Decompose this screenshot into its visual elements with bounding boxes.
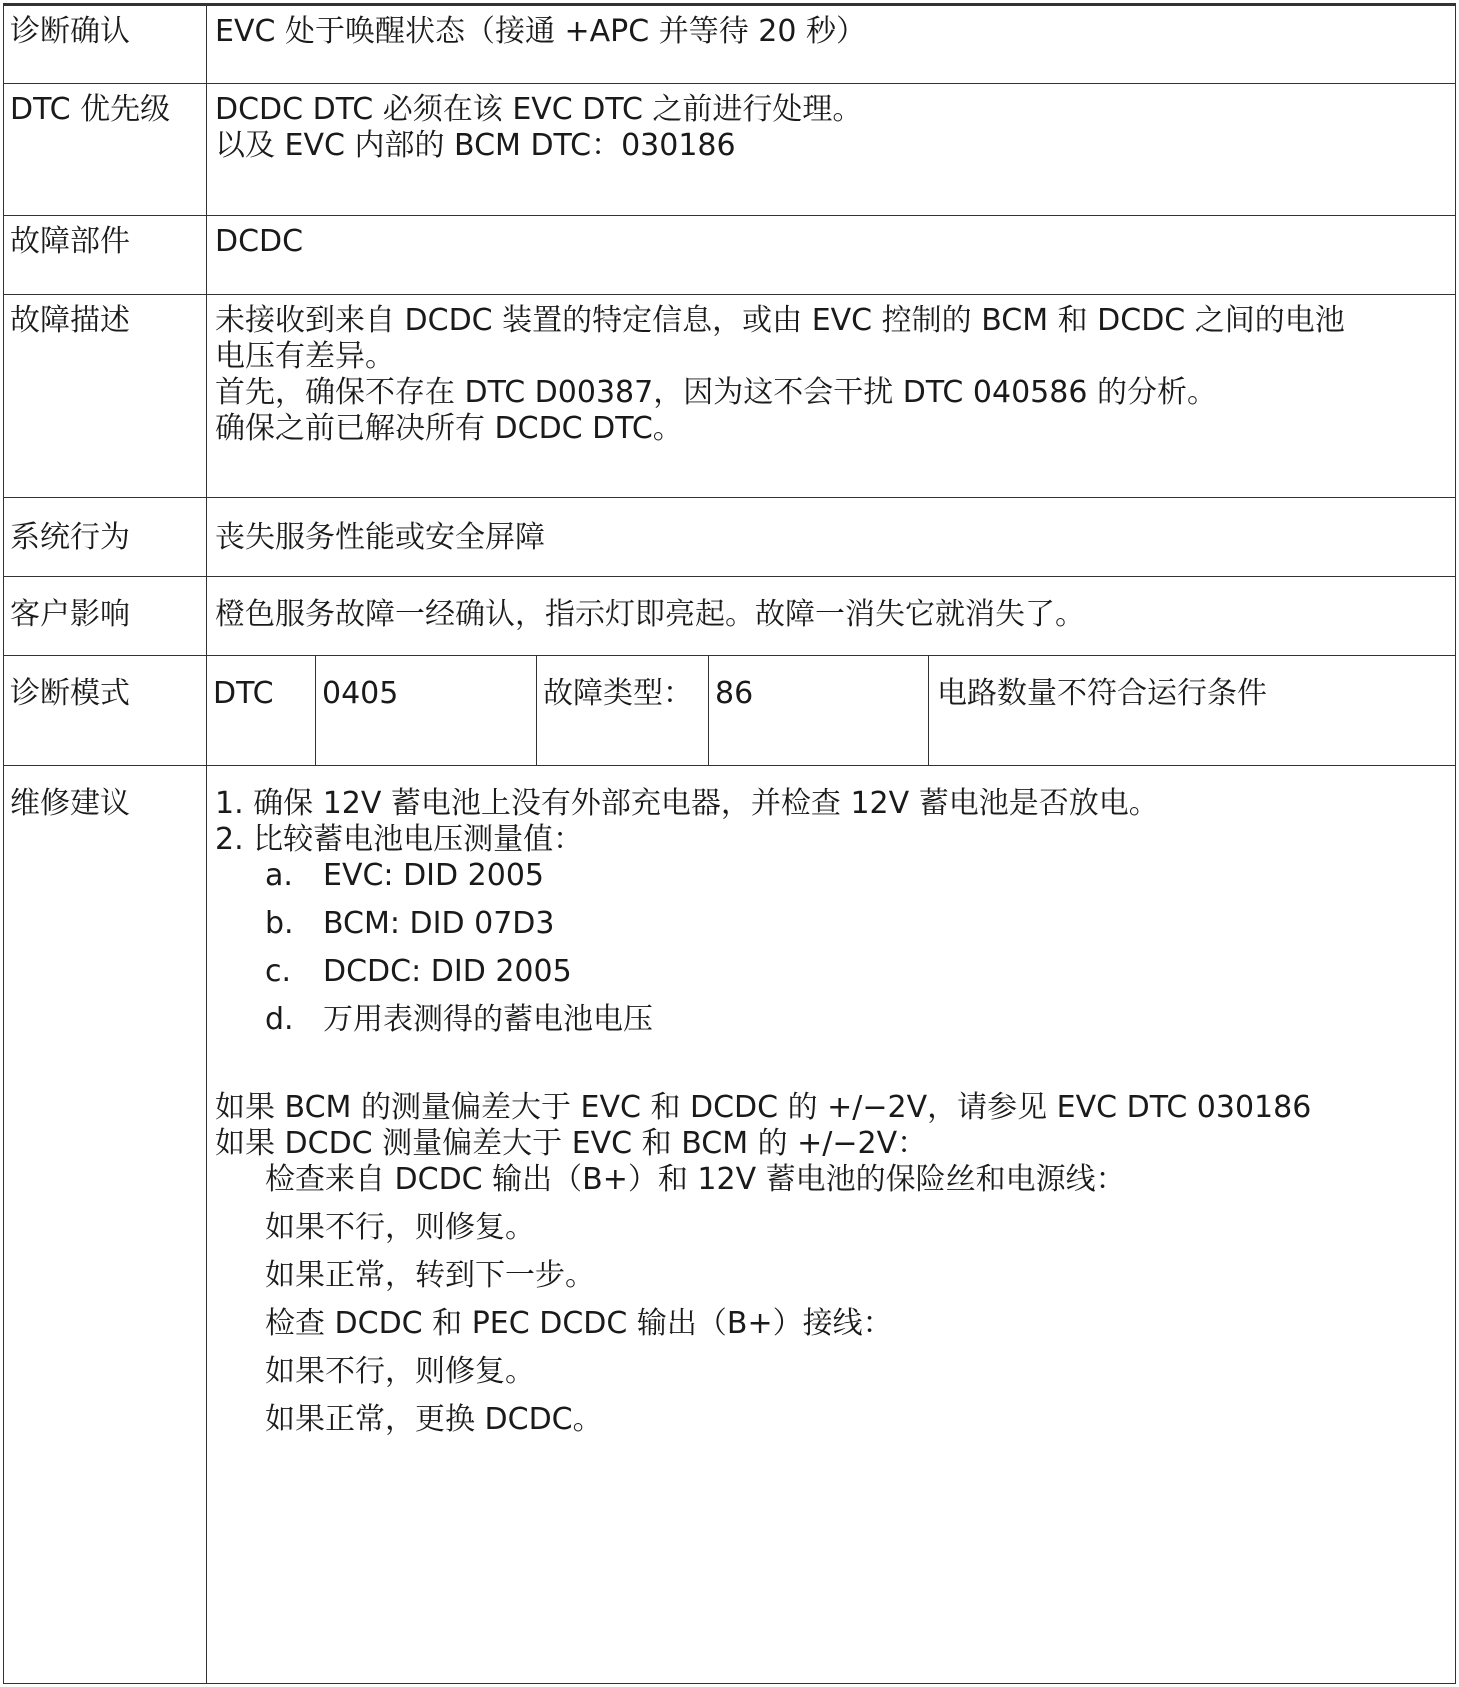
list-marker: c.	[265, 954, 292, 989]
value-part: DCDC	[207, 216, 1456, 295]
label-repair: 维修建议	[4, 766, 207, 1684]
list-text: EVC: DID 2005	[323, 858, 545, 893]
fault-type-label: 故障类型：	[537, 656, 709, 766]
description-line: 确保之前已解决所有 DCDC DTC。	[215, 411, 683, 446]
fault-description: 电路数量不符合运行条件	[929, 656, 1456, 766]
repair-action: 如果不行，则修复。	[265, 1210, 535, 1245]
value-confirm: EVC 处于唤醒状态（接通 +APC 并等待 20 秒）	[207, 5, 1456, 84]
list-marker: a.	[265, 858, 293, 893]
repair-action: 如果正常，更换 DCDC。	[265, 1402, 603, 1437]
repair-action: 检查 DCDC 和 PEC DCDC 输出（B+）接线：	[265, 1306, 893, 1341]
row-impact	[4, 577, 1456, 656]
description-line: 未接收到来自 DCDC 装置的特定信息，或由 EVC 控制的 BCM 和 DCDC 之间的电池	[215, 303, 1345, 338]
value-behavior: 丧失服务性能或安全屏障	[207, 498, 1456, 577]
repair-action: 如果正常，转到下一步。	[265, 1258, 595, 1293]
row-mode	[4, 656, 1456, 766]
row-behavior	[4, 498, 1456, 577]
spacer	[215, 1050, 1455, 1090]
priority-line: 以及 EVC 内部的 BCM DTC：030186	[215, 128, 736, 163]
value-priority	[207, 84, 1456, 216]
repair-action: 如果不行，则修复。	[265, 1354, 535, 1389]
list-marker: b.	[265, 906, 294, 941]
value-repair	[207, 766, 1456, 1684]
row-part	[4, 216, 1456, 295]
repair-condition: 如果 DCDC 测量偏差大于 EVC 和 BCM 的 +/−2V：	[215, 1126, 928, 1161]
list-item	[215, 1002, 1455, 1050]
row-priority	[4, 84, 1456, 216]
description-line: 电压有差异。	[215, 339, 395, 374]
repair-condition: 如果 BCM 的测量偏差大于 EVC 和 DCDC 的 +/−2V，请参见 EVC DTC 030186	[215, 1090, 1312, 1125]
list-item	[215, 954, 1455, 1002]
label-behavior: 系统行为	[4, 498, 207, 577]
list-item	[215, 906, 1455, 954]
diagnostic-table	[3, 3, 1456, 1684]
label-mode: 诊断模式	[4, 656, 207, 766]
repair-step: 2. 比较蓄电池电压测量值：	[215, 822, 584, 857]
repair-action: 检查来自 DCDC 输出（B+）和 12V 蓄电池的保险丝和电源线：	[265, 1162, 1126, 1197]
label-impact: 客户影响	[4, 577, 207, 656]
value-description	[207, 295, 1456, 498]
label-description: 故障描述	[4, 295, 207, 498]
value-impact: 橙色服务故障一经确认，指示灯即亮起。故障一消失它就消失了。	[207, 577, 1456, 656]
row-confirm	[4, 5, 1456, 84]
list-text: BCM: DID 07D3	[323, 906, 555, 941]
description-line: 首先，确保不存在 DTC D00387，因为这不会干扰 DTC 040586 的分析。	[215, 375, 1217, 410]
priority-line: DCDC DTC 必须在该 EVC DTC 之前进行处理。	[215, 92, 863, 127]
list-marker: d.	[265, 1002, 294, 1037]
row-repair	[4, 766, 1456, 1684]
list-text: DCDC: DID 2005	[323, 954, 572, 989]
label-confirm: 诊断确认	[4, 5, 207, 84]
label-part: 故障部件	[4, 216, 207, 295]
fault-type-code: 86	[709, 656, 929, 766]
dtc-label: DTC	[207, 656, 316, 766]
repair-step: 1. 确保 12V 蓄电池上没有外部充电器，并检查 12V 蓄电池是否放电。	[215, 786, 1159, 821]
list-item	[215, 858, 1455, 906]
label-priority: DTC 优先级	[4, 84, 207, 216]
dtc-code: 0405	[316, 656, 537, 766]
list-text: 万用表测得的蓄电池电压	[323, 1002, 653, 1037]
row-description	[4, 295, 1456, 498]
